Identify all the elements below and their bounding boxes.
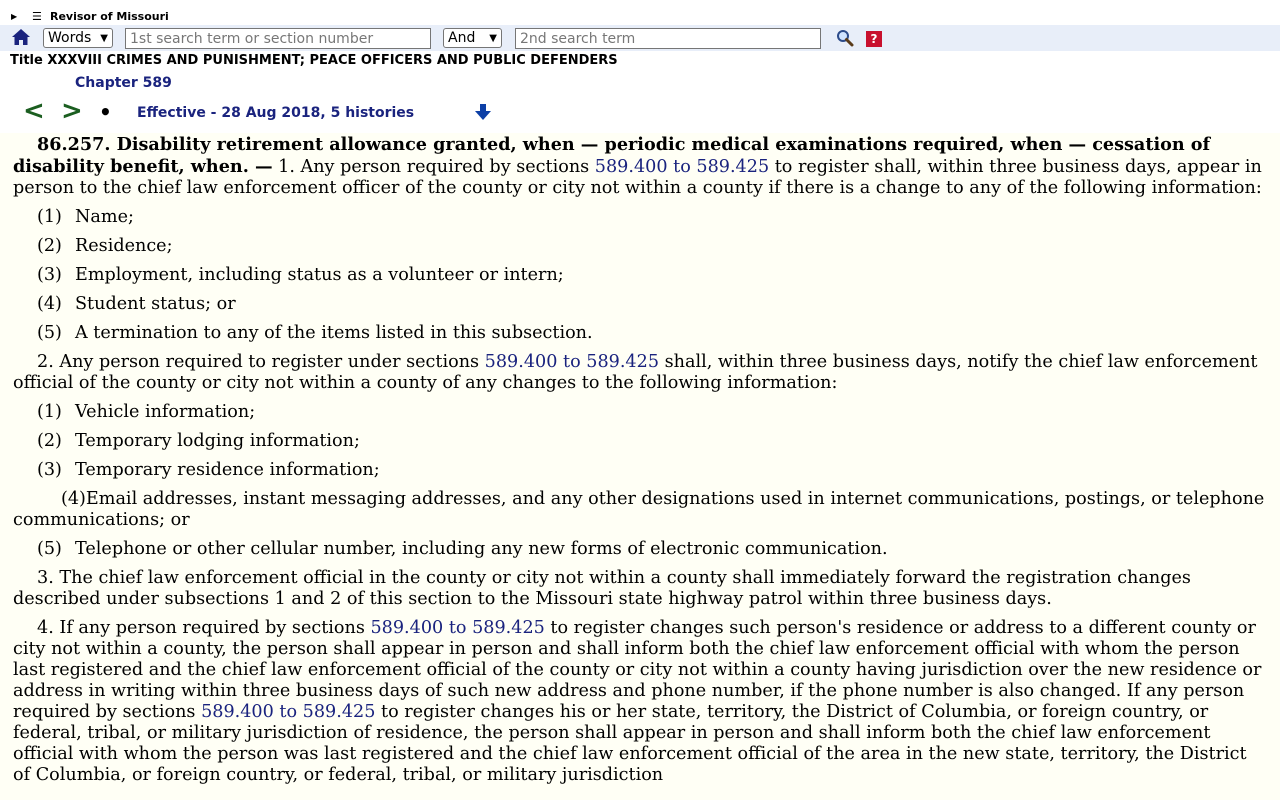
item-number: (1) (37, 207, 62, 227)
item-number: (3) (37, 265, 62, 285)
text-run: to register shall, within three business days, appear in person to the chief law enforcement officer of the county or city not within a county if there is a change to any of the following information: (13, 157, 1262, 198)
section-range-link[interactable]: 589.400 to 589.425 (201, 702, 376, 722)
item-number: (5) (37, 323, 62, 343)
help-button[interactable]: ? (866, 31, 882, 47)
item-text: Name; (75, 207, 134, 227)
list-item (13, 402, 1269, 423)
text-run: 2. Any person required to register under sections (37, 352, 485, 372)
connector-value: And (448, 30, 476, 46)
list-item (13, 460, 1269, 481)
search-mode-select[interactable] (43, 28, 113, 48)
item-text: Temporary residence information; (75, 460, 380, 480)
text-run: 4. If any person required by sections (37, 618, 371, 638)
effective-date[interactable]: Effective - 28 Aug 2018, 5 histories (137, 105, 415, 121)
item-number: (3) (37, 460, 62, 480)
paragraph-4 (13, 618, 1269, 786)
first-search-input[interactable] (125, 28, 431, 49)
text-run: 1. Any person required by sections (272, 157, 595, 177)
item-number: (1) (37, 402, 62, 422)
list-item (13, 431, 1269, 452)
home-icon[interactable] (11, 27, 31, 47)
section-range-link[interactable]: 589.400 to 589.425 (594, 157, 770, 177)
item-text: Employment, including status as a volunteer or intern; (75, 265, 564, 285)
chapter-link[interactable]: Chapter 589 (75, 75, 172, 91)
list-item (13, 207, 1269, 228)
item-text: Student status; or (75, 294, 236, 314)
item-number: (4) (37, 294, 62, 314)
text-run: to register changes such person's residence or address to a different county or city not within a county, the person shall appear in person and shall inform both the chief law enforcement official with whom the person last registered and the chief law enforcement official of the county or city not within a county having jurisdiction over the new residence or address in writing within three business days of such new address and phone number, if the phone number is also changed. If any person required by sections (13, 618, 1262, 722)
site-title: Revisor of Missouri (50, 9, 169, 23)
list-item (13, 539, 1269, 560)
page-header (0, 0, 1280, 133)
top-line (0, 7, 169, 25)
search-mode-value: Words (48, 30, 92, 46)
second-search-input[interactable] (515, 28, 821, 49)
expand-triangle-icon[interactable]: ▶ (11, 11, 18, 21)
item-text: A termination to any of the items listed in this subsection. (75, 323, 593, 343)
chevron-down-icon: ▼ (489, 32, 497, 44)
download-arrow-icon[interactable] (474, 103, 492, 121)
previous-section-button[interactable]: < (23, 96, 45, 126)
text-run: to register changes his or her state, territory, the District of Columbia, or foreign country, or federal, tribal, or military jurisdiction of residence, the person shall appear in person and shall inform both the chief law enforcement official with whom the person was last registered and the chief law enforcement official of the area in the new state, territory, the District of Columbia, or foreign country, or federal, tribal, or military jurisdiction (13, 702, 1247, 785)
list-item (13, 323, 1269, 344)
paragraph-3: 3. The chief law enforcement official in the county or city not within a county shall immediately forward the registration changes described under subsections 1 and 2 of this section to the Missouri state highway patrol within three business days. (13, 568, 1191, 609)
list-item (13, 265, 1269, 286)
item-text: Vehicle information; (75, 402, 256, 422)
item-text: Email addresses, instant messaging addresses, and any other designations used in internet communications, postings, or telephone communications; or (13, 489, 1265, 530)
next-section-button[interactable]: > (61, 96, 83, 126)
item-number: (4) (61, 489, 86, 509)
statute-text (13, 134, 1269, 794)
chevron-down-icon: ▼ (100, 32, 108, 44)
item-text: Temporary lodging information; (75, 431, 360, 451)
current-section-dot[interactable]: • (99, 100, 112, 124)
item-text: Telephone or other cellular number, including any new forms of electronic communication. (75, 539, 888, 559)
list-item (13, 236, 1269, 257)
item-number: (2) (37, 431, 62, 451)
hamburger-menu-icon[interactable]: ☰ (32, 9, 42, 23)
section-range-link[interactable]: 589.400 to 589.425 (370, 618, 545, 638)
list-item (13, 294, 1269, 315)
search-bar (0, 25, 1280, 51)
paragraph-1 (13, 134, 1269, 199)
paragraph-2 (13, 352, 1269, 394)
text-run: shall, within three business days, notify the chief law enforcement official of the county or city not within a county of any changes to the following information: (13, 352, 1258, 393)
search-icon[interactable] (836, 29, 854, 47)
section-range-link[interactable]: 589.400 to 589.425 (484, 352, 660, 372)
list-item (13, 489, 1269, 531)
title-heading: Title XXXVIII CRIMES AND PUNISHMENT; PEACE OFFICERS AND PUBLIC DEFENDERS (10, 53, 618, 68)
section-heading: 86.257. Disability retirement allowance granted, when — periodic medical examinations required, when — cessation of disability benefit, when. — (13, 134, 1211, 177)
item-number: (5) (37, 539, 62, 559)
item-number: (2) (37, 236, 62, 256)
connector-select[interactable] (443, 28, 502, 48)
item-text: Residence; (75, 236, 173, 256)
